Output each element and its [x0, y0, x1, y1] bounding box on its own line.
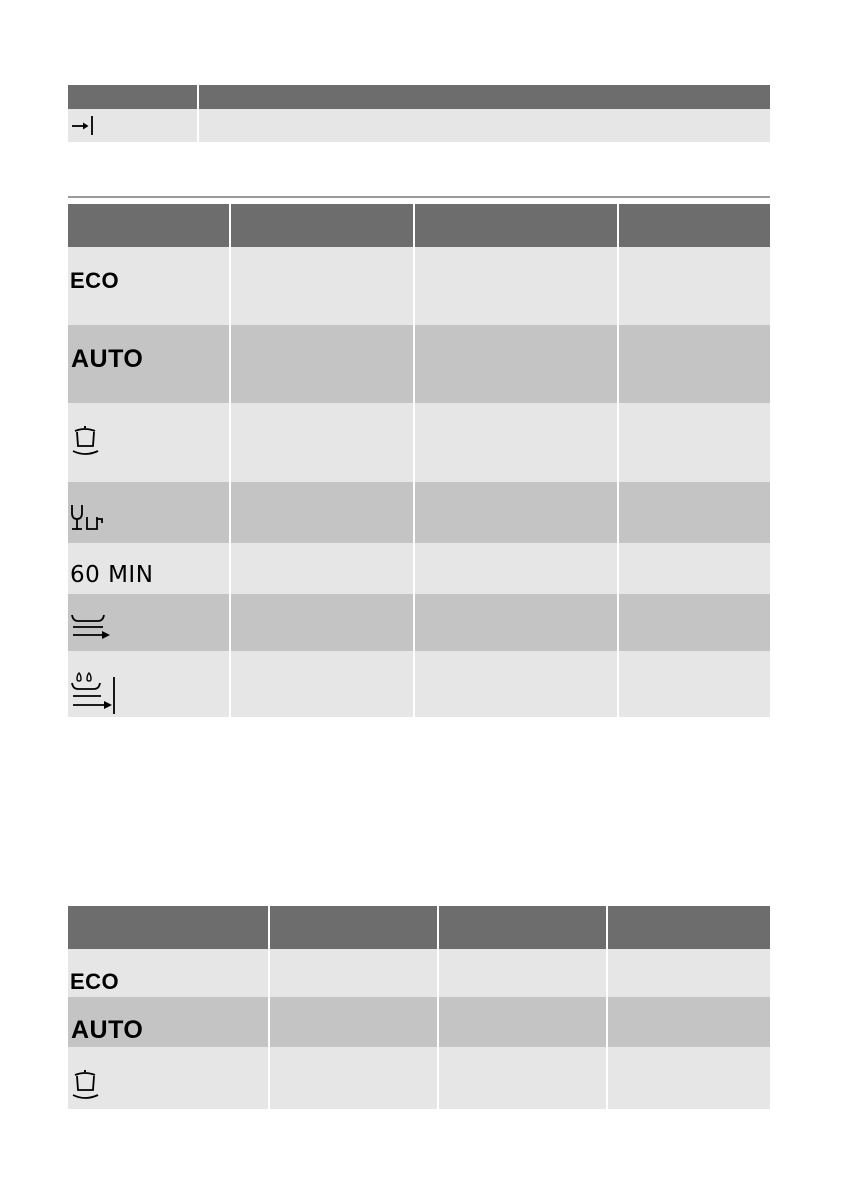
auto-program-label: AUTO [71, 1016, 144, 1044]
eco-program-label: ECO [70, 969, 120, 994]
table-3-column-divider [606, 906, 608, 1109]
table-2-header [68, 204, 770, 247]
table-row [68, 482, 770, 543]
table-row [68, 651, 770, 717]
table-3-column-divider [437, 906, 439, 1109]
table-2-column-divider [413, 204, 415, 717]
table-1-row [68, 109, 770, 142]
60-min-program-label: 60 MIN [70, 562, 154, 588]
table-row [68, 997, 770, 1047]
pot-icon [70, 1068, 104, 1102]
table-row [68, 949, 770, 997]
section-divider [68, 196, 770, 198]
table-2-column-divider [617, 204, 619, 717]
table-row [68, 325, 770, 403]
eco-program-label: ECO [70, 268, 120, 293]
table-1-header [68, 85, 770, 109]
glass-and-cup-icon [69, 503, 111, 535]
table-row [68, 543, 770, 594]
table-3-header [68, 906, 770, 949]
auto-program-label: AUTO [71, 345, 144, 373]
table-3-column-divider [268, 906, 270, 1109]
table-row [68, 403, 770, 482]
arrow-to-bar-icon [70, 114, 98, 136]
rinse-arrow-icon [70, 612, 114, 646]
table-row [68, 1047, 770, 1109]
table-1-column-divider [197, 85, 199, 142]
table-row [68, 594, 770, 651]
pre-wash-arrow-icon [70, 672, 120, 716]
table-2-column-divider [229, 204, 231, 717]
pot-icon [70, 424, 104, 458]
table-row [68, 247, 770, 325]
